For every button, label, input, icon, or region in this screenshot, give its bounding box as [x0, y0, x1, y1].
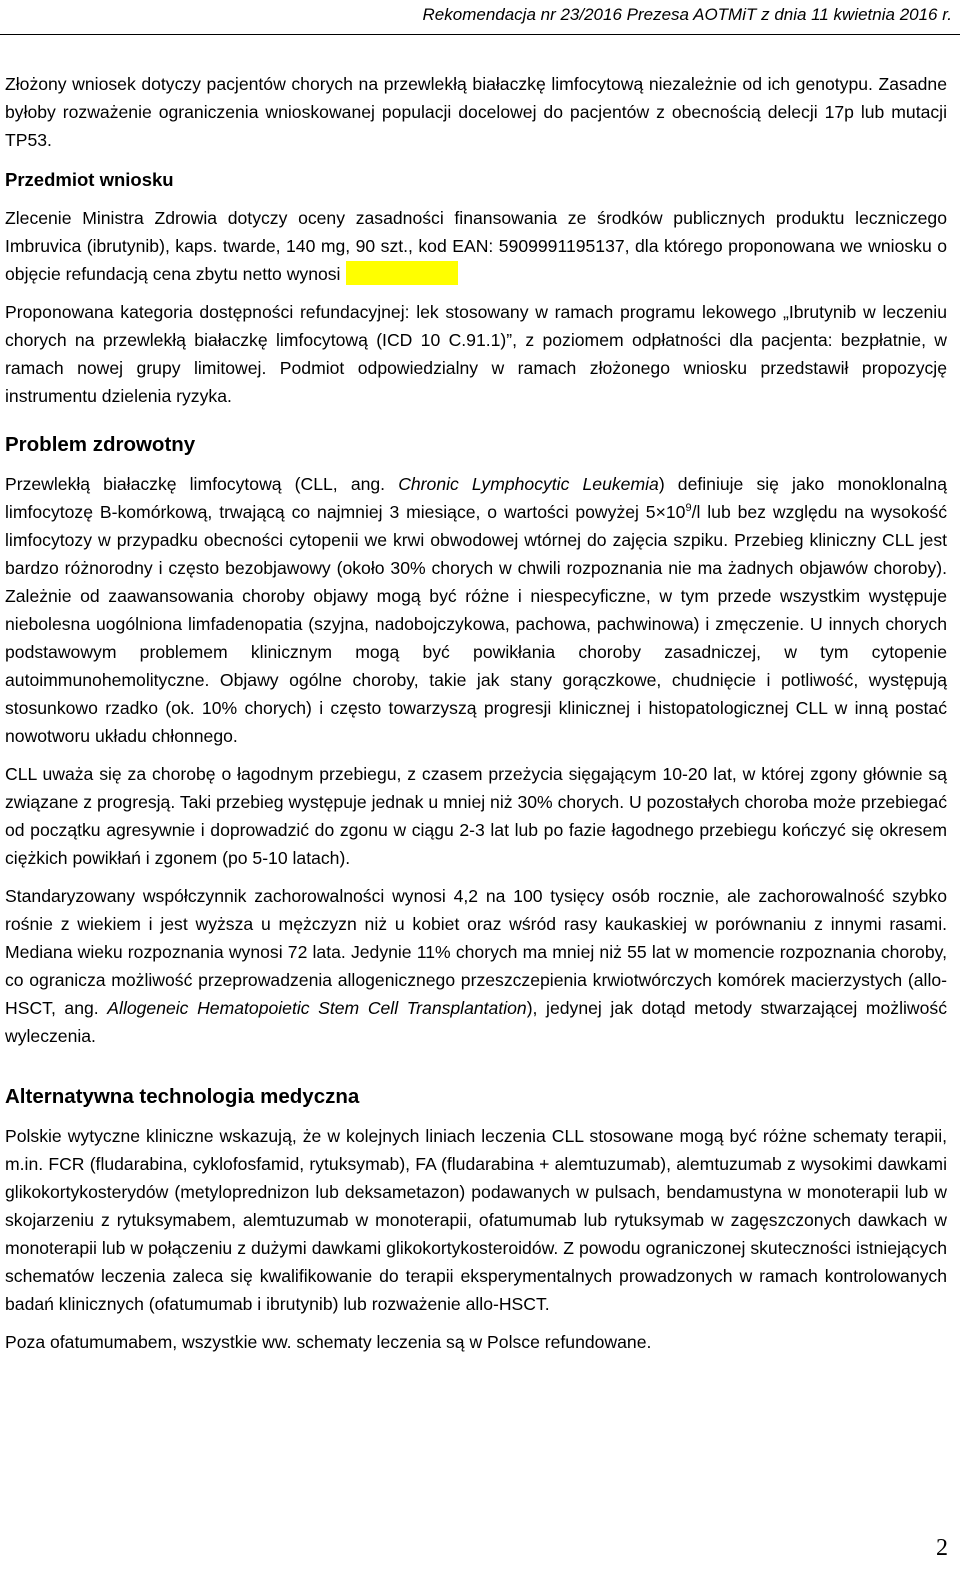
przedmiot-paragraph-1: [5, 204, 947, 288]
problem-paragraph-3: [5, 882, 947, 1050]
document-body: [5, 70, 947, 1356]
intro-paragraph: Złożony wniosek dotyczy pacjentów chorych na przewlekłą białaczkę limfocytową niezależnie od ich genotypu. Zasadne byłoby rozważenie ograniczenia wnioskowanej populacji docelowej do pacjentów z obecnością delecji 17p lub mutacji TP53.: [5, 74, 947, 150]
section-heading-przedmiot: Przedmiot wniosku: [5, 169, 174, 190]
problem-p1-sup: 9: [685, 502, 692, 515]
page-number: 2: [936, 1535, 948, 1561]
problem-p1-italic: Chronic Lymphocytic Leukemia: [398, 474, 659, 494]
problem-p1-mid: ) definiuje się jako monoklonalną limfocytozę B-komórkową, trwającą co najmniej 3 miesiące, o wartości powyżej 5×10: [5, 474, 948, 522]
problem-p1-end: /l lub bez względu na wysokość limfocytozy w przypadku obecności cytopenii we krwi obwodowej wtórnej do zajęcia szpiku. Przebieg kliniczny CLL jest bardzo różnorodny i często bezobjawowy (około 30% chorych w chwili rozpoznania nie ma żadnych objawów choroby). Zależnie od zaawansowania choroby objawy mogą być różne i niespecyficzne, w tym przede wszystkim występuje niebolesna uogólniona limfadenopatia (szyjna, nadobojczykowa, pachowa, pachwinowa) i zmęczenie. U innych chorych podstawowym problemem klinicznym mogą być powikłania choroby zasadniczej, w tym cytopenie autoimmunohemolityczne. Objawy ogólne choroby, takie jak stany gorączkowe, chudnięcie i potliwość, występują stosunkowo rzadko (ok. 10% chorych) i często towarzyszą progresji klinicznej i histopatologicznej CLL w inną postać nowotworu układu chłonnego.: [5, 502, 947, 746]
przedmiot-paragraph-2: Proponowana kategoria dostępności refundacyjnej: lek stosowany w ramach programu lekowego „Ibrutynib w leczeniu chorych na przewlekłą białaczkę limfocytową (ICD 10 C.91.1)”, z poziomem odpłatności dla pacjenta: bezpłatnie, w ramach nowej grupy limitowej. Podmiot odpowiedzialny w ramach złożonego wniosku przedstawił propozycję instrumentu dzielenia ryzyka.: [5, 302, 947, 406]
section-heading-problem: Problem zdrowotny: [5, 433, 196, 456]
section-heading-alternatywna: Alternatywna technologia medyczna: [5, 1085, 360, 1108]
running-header: Rekomendacja nr 23/2016 Prezesa AOTMiT z dnia 11 kwietnia 2016 r.: [422, 5, 952, 24]
problem-paragraph-1: [5, 470, 947, 750]
problem-p3-end: ), jedynej jak dotąd metody stwarzającej możliwość wyleczenia.: [5, 998, 947, 1046]
header-rule: [0, 34, 960, 35]
redacted-price-box: [346, 261, 458, 285]
przedmiot-paragraph-1-text: Zlecenie Ministra Zdrowia dotyczy oceny zasadności finansowania ze środków publicznych produktu leczniczego Imbruvica (ibrutynib), kaps. twarde, 140 mg, 90 szt., kod EAN: 5909991195137, dla którego proponowana we wniosku o objęcie refundacją cena zbytu netto wynosi: [5, 208, 947, 284]
problem-p3-start: Standaryzowany współczynnik zachorowalności wynosi 4,2 na 100 tysięcy osób rocznie, ale zachorowalność szybko rośnie z wiekiem i jest wyższa u mężczyzn niż u kobiet oraz wśród rasy kaukaskiej w porównaniu z innymi rasami. Mediana wieku rozpoznania wynosi 72 lata. Jedynie 11% chorych ma mniej niż 55 lat w momencie rozpoznania choroby, co ogranicza możliwość przeprowadzenia allogenicznego przeszczepienia krwiotwórczych komórek macierzystych (allo-HSCT, ang.: [5, 886, 947, 1018]
problem-p1-start: Przewlekłą białaczkę limfocytową (CLL, ang.: [5, 474, 399, 494]
problem-paragraph-2: CLL uważa się za chorobę o łagodnym przebiegu, z czasem przeżycia sięgającym 10-20 lat, w której zgony głównie są związane z progresją. Taki przebieg występuje jednak u mniej niż 30% chorych. U pozostałych choroba może przebiegać od początku agresywnie i doprowadzić do zgonu w ciągu 2-3 lat lub po fazie łagodnego przebiegu kończyć się okresem ciężkich powikłań i zgonem (po 5-10 latach).: [5, 764, 947, 868]
alternatywna-paragraph-2: Poza ofatumumabem, wszystkie ww. schematy leczenia są w Polsce refundowane.: [5, 1332, 652, 1352]
alternatywna-paragraph-1: Polskie wytyczne kliniczne wskazują, że w kolejnych liniach leczenia CLL stosowane mogą być różne schematy terapii, m.in. FCR (fludarabina, cyklofosfamid, rytuksymab), FA (fludarabina + alemtuzumab), alemtuzumab z wysokimi dawkami glikokortykosterydów (metyloprednizon lub deksametazon) podawanych w pulsach, bendamustyna w monoterapii lub w skojarzeniu z rytuksymabem, alemtuzumab w monoterapii, ofatumumab lub rytuksymab w zagęszczonych dawkach w monoterapii lub w połączeniu z dużymi dawkami glikokortykosteroidów. Z powodu ograniczonej skuteczności istniejących schematów leczenia zaleca się kwalifikowanie do terapii eksperymentalnych prowadzonych w ramach kontrolowanych badań klinicznych (ofatumumab i ibrutynib) lub rozważenie allo-HSCT.: [5, 1126, 947, 1314]
problem-p3-italic: Allogeneic Hematopoietic Stem Cell Transplantation: [107, 998, 527, 1018]
